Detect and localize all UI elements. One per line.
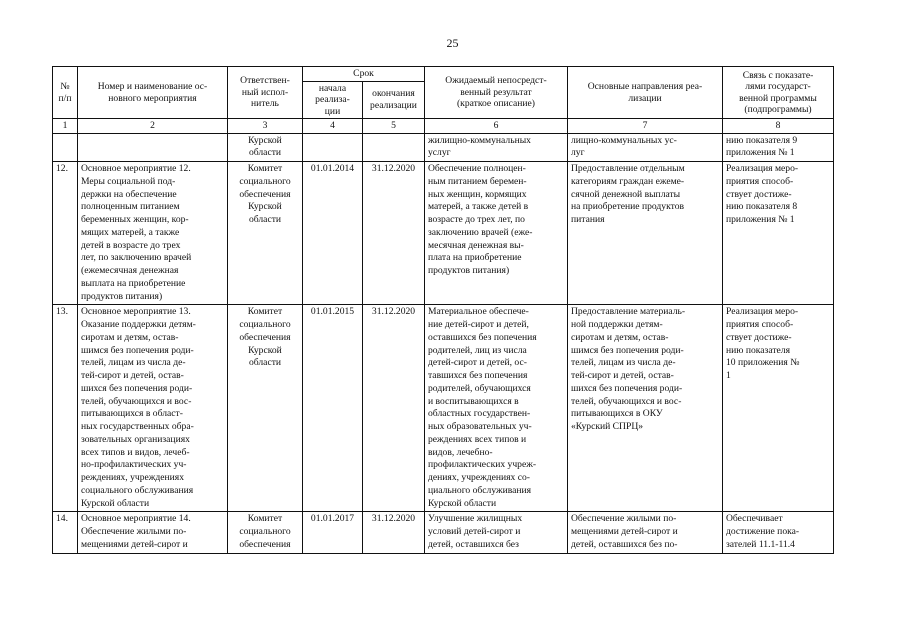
- table-row: [53, 512, 834, 553]
- cell-result: Улучшение жилищных условий детей-сирот и детей, оставшихся без: [425, 512, 568, 553]
- header-end: окончания реализации: [363, 81, 425, 119]
- cell-directions: Предоставление материаль- ной поддержки детям- сиротам и детям, остав- шимся без попечения роди- телей, лицам из числа де- тей-сирот и детей, остав- шихся без попечения роди- телей, обучающихся и вос- питывающихся в ОКУ «Курский СПРЦ»: [568, 305, 723, 512]
- cell-num: 12.: [53, 162, 78, 305]
- continuation-row: [53, 133, 834, 162]
- cell-start: 01.01.2017: [303, 512, 363, 553]
- cell-num: [53, 133, 78, 162]
- column-number: 7: [568, 119, 723, 134]
- cell-num: 13.: [53, 305, 78, 512]
- header-link: Связь с показате- лями государст- венной программы (подпрограммы): [723, 67, 834, 119]
- header-term: Срок: [303, 67, 425, 82]
- cell-link: Обеспечивает достижение пока- зателей 11.1-11.4: [723, 512, 834, 553]
- column-number: 4: [303, 119, 363, 134]
- column-number: 1: [53, 119, 78, 134]
- header-directions: Основные направления реа- лизации: [568, 67, 723, 119]
- cell-directions: лищно-коммунальных ус- луг: [568, 133, 723, 162]
- header-result: Ожидаемый непосредст- венный результат (краткое описание): [425, 67, 568, 119]
- cell-link: нию показателя 9 приложения № 1: [723, 133, 834, 162]
- cell-directions: Предоставление отдельным категориям граждан ежеме- сячной денежной выплаты на приобретение продуктов питания: [568, 162, 723, 305]
- cell-name: Основное мероприятие 13. Оказание поддержки детям- сиротам и детям, остав- шимся без попечения роди- телей, лицам из числа де- тей-сирот и детей, остав- шихся без попечения роди- телей, обучающихся и вос- питывающихся в област- ных государственных обра- зовательных организациях всех типов и видов, лечеб- но-профилактических уч- реждениях, учреждениях социального обслуживания Курской области: [78, 305, 228, 512]
- cell-start: 01.01.2014: [303, 162, 363, 305]
- header-row: [53, 67, 834, 82]
- cell-link: Реализация меро- приятия способ- ствует достиже- нию показателя 10 приложения № 1: [723, 305, 834, 512]
- cell-result: жилищно-коммунальных услуг: [425, 133, 568, 162]
- page-number: 25: [446, 36, 459, 50]
- cell-responsible: Курской области: [228, 133, 303, 162]
- cell-start: 01.01.2015: [303, 305, 363, 512]
- cell-responsible: Комитет социального обеспечения: [228, 512, 303, 553]
- column-number: 6: [425, 119, 568, 134]
- column-number: 5: [363, 119, 425, 134]
- cell-start: [303, 133, 363, 162]
- cell-end: 31.12.2020: [363, 162, 425, 305]
- table-row: [53, 162, 834, 305]
- column-number: 3: [228, 119, 303, 134]
- cell-directions: Обеспечение жилыми по- мещениями детей-сирот и детей, оставшихся без по-: [568, 512, 723, 553]
- header-num: № п/п: [53, 67, 78, 119]
- cell-name: Основное мероприятие 12. Меры социальной под- держки на обеспечение полноценным питанием беременных женщин, кор- мящих матерей, а также детей в возрасте до трех лет, по заключению врачей (ежемесячная денежная выплата на приобретение продуктов питания): [78, 162, 228, 305]
- cell-name: [78, 133, 228, 162]
- cell-responsible: Комитет социального обеспечения Курской области: [228, 305, 303, 512]
- table-row: [53, 305, 834, 512]
- cell-num: 14.: [53, 512, 78, 553]
- cell-end: 31.12.2020: [363, 305, 425, 512]
- cell-result: Обеспечение полноцен- ным питанием беремен- ных женщин, кормящих матерей, а также детей в возрасте до трех лет, по заключению врачей (еже- месячная денежная вы- плата на приобретение продуктов питания): [425, 162, 568, 305]
- header-name: Номер и наименование ос- новного мероприятия: [78, 67, 228, 119]
- cell-end: 31.12.2020: [363, 512, 425, 553]
- cell-name: Основное мероприятие 14. Обеспечение жилыми по- мещениями детей-сирот и: [78, 512, 228, 553]
- column-number: 2: [78, 119, 228, 134]
- header-responsible: Ответствен- ный испол- нитель: [228, 67, 303, 119]
- cell-end: [363, 133, 425, 162]
- cell-link: Реализация меро- приятия способ- ствует достиже- нию показателя 8 приложения № 1: [723, 162, 834, 305]
- column-number: 8: [723, 119, 834, 134]
- cell-result: Материальное обеспече- ние детей-сирот и детей, оставшихся без попечения родителей, лиц из числа детей-сирот и детей, ос- тавшихся без попечения родителей, обучающихся и воспитывающихся в областных государствен- ных образовательных уч- реждениях всех типов и видов, лечебно- профилактических учреж- дениях, учреждениях со- циального обслуживания Курской области: [425, 305, 568, 512]
- header-start: начала реализа- ции: [303, 81, 363, 119]
- column-number-row: [53, 119, 834, 134]
- cell-responsible: Комитет социального обеспечения Курской области: [228, 162, 303, 305]
- measures-table: [52, 66, 834, 554]
